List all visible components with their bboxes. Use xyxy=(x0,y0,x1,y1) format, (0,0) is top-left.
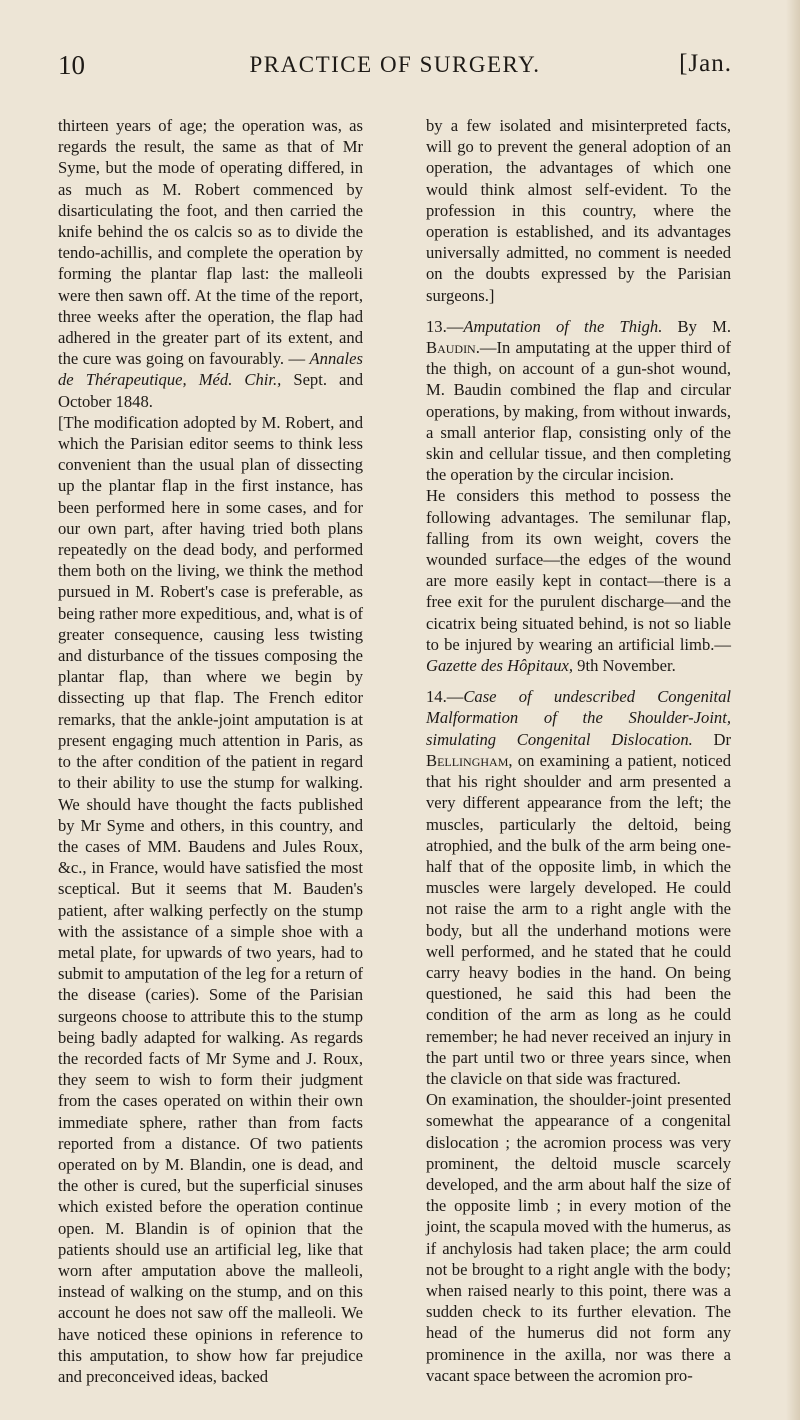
section-13-title: Amputation of the Thigh. xyxy=(463,316,663,336)
running-title: PRACTICE OF SURGERY. xyxy=(249,52,541,77)
section-14-title: Case of undescribed Congenital Malformation of the Shoulder-Joint, simulating Congenital Dislocation. xyxy=(426,687,731,749)
section-14: 14.—Case of undescribed Congenital Malformation of the Shoulder-Joint, simulating Congenital Dislocation. Dr Bellingham, on examining a patient, noticed that his right shoulder and arm presented a very different appearance from the left; the muscles, particularly the deltoid, being atrophied, and the bulk of the arm being one-half that of the opposite limb, in which the muscles were largely developed. He could not raise the arm to a right angle with the body, but all the underhand motions were well performed, and he stated that he could carry heavy bodies in the hand. On being questioned, he said this had been the condition of the arm as long as he could remember; he had never received an injury in the part until two or three years since, when the clavicle on that side was fractured. xyxy=(426,687,731,1088)
section-13: 13.—Amputation of the Thigh. By M. Baudin.—In amputating at the upper third of the thigh, on account of a gun-shot wound, M. Baudin combined the flap and circular operations, by making, from without inwards, a small anterior flap, consisting only of the skin and cellular tissue, and then completing the operation by the circular incision. xyxy=(426,316,731,485)
running-month: [Jan. xyxy=(679,50,732,77)
running-header xyxy=(58,50,732,90)
section-13-author: Baudin xyxy=(426,338,476,358)
section-13-paragraph-2: He considers this method to possess the following advantages. The semilunar flap, falling from its own weight, covers the wounded surface—the edges of the wound are more easily kept in contact—there is a free exit for the purulent discharge—and the cicatrix being situated behind, is not so liable to be injured by wearing an artificial limb.—Gazette des Hôpitaux, 9th November. xyxy=(426,486,731,676)
section-14-paragraph-2: On examination, the shoulder-joint presented somewhat the appearance of a congenital dislocation ; the acromion process was very prominent, the deltoid muscle scarcely developed, and the arm about half the size of the opposite limb ; in every motion of the joint, the scapula moved with the humerus, as if anchylosis had taken place; the arm could not be brought to a right angle with the body; when raised nearly to this point, there was a sudden check to its further elevation. The head of the humerus did not form any prominence in the axilla, nor was there a vacant space between the acromion pro- xyxy=(426,1090,731,1385)
paragraph-continuation: thirteen years of age; the operation was, as regards the result, the same as that of Mr Syme, but the mode of operating differed, in as much as M. Robert commenced by disarticulating the foot, and then carried the knife behind the os calcis so as to divide the tendo-achillis, and complete the operation by forming the plantar flap last: the malleoli were then sawn off. At the time of the report, three weeks after the operation, the flap had adhered in the greater part of its extent, and the cure was going on favourably. — Annales de Thérapeutique, Méd. Chir., Sept. and October 1848. xyxy=(58,116,363,411)
citation-source: Annales de Thérapeutique, Méd. Chir., xyxy=(58,349,363,390)
page-number: 10 xyxy=(58,50,85,80)
section-14-author: Bellingham xyxy=(426,750,509,770)
left-column xyxy=(58,115,363,1387)
editor-note-paragraph: [The modification adopted by M. Robert, and which the Parisian editor seems to think less convenient than the usual plan of dissecting up the plantar flap in the first instance, has been performed here in some cases, and for our own part, after having tried both plans repeatedly on the dead body, and performed them both on the living, we think the method pursued in M. Robert's case is preferable, as being rather more expeditious, and, what is of greater consequence, causing less twisting and disturbance of the tissues composing the plantar flap, than where we begin by dissecting up that flap. The French editor remarks, that the ankle-joint amputation is at present engaging much attention in Paris, as to the after condition of the patient in regard to their ability to use the stump for walking. We should have thought the facts published by Mr Syme and others, in this country, and the cases of MM. Baudens and Jules Roux, &c., in France, would have satisfied the most sceptical. But it seems that M. Bauden's patient, after walking perfectly on the stump with the assistance of a simple shoe with a metal plate, for upwards of two years, had to submit to amputation of the leg for a return of the disease (caries). Some of the Parisian surgeons choose to attribute this to the stump being badly adapted for walking. As regards the recorded facts of Mr Syme and J. Roux, they seem to wish to form their judgment from the cases operated on within their own immediate sphere, rather than from facts reported from a distance. Of two patients operated on by M. Blandin, one is dead, and the other is cured, but the superficial sinuses which existed before the operation continue open. M. Blandin is of opinion that the patients should use an artificial leg, like that worn after amputation above the malleoli, instead of walking on the stump, and on this account he does not saw off the malleoli. We have noticed these opinions in reference to this amputation, to show how far prejudice and preconceived ideas, backed xyxy=(58,412,363,1386)
section-13-source: Gazette des Hôpitaux, xyxy=(426,656,574,676)
page-edge-shadow xyxy=(786,0,800,1420)
editor-note-continuation: by a few isolated and misinterpreted facts, will go to prevent the general adoption of an operation, the advantages of which one would think almost self-evident. To the profession in this country, where the operation is established, and its advantages universally admitted, no comment is needed on the doubts expressed by the Parisian surgeons.] xyxy=(426,116,731,305)
right-column xyxy=(426,115,731,1386)
